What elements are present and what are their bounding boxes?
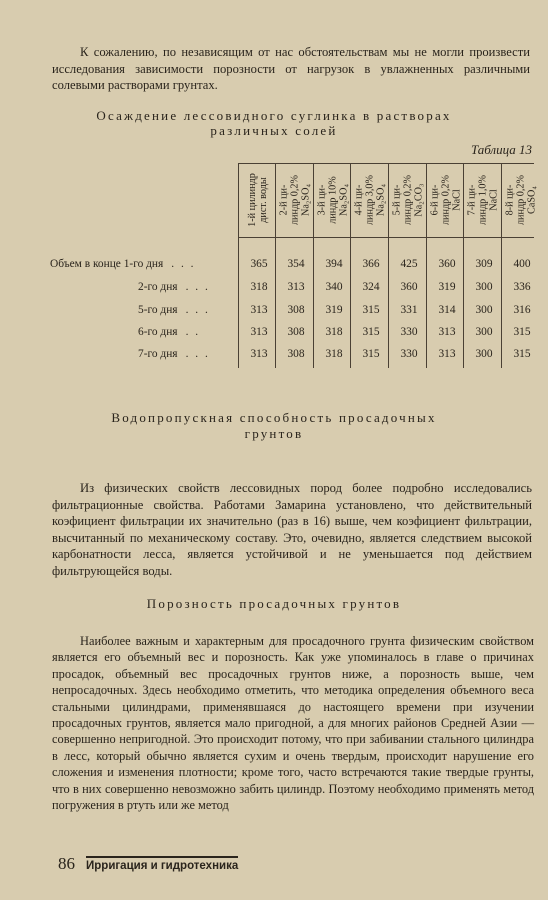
table-title-line2: различных солей (210, 123, 338, 138)
table-column-header-text: 3-й ци- линдр 10% Na₂SO₄ (316, 176, 350, 224)
table-cell: 313 (438, 348, 456, 360)
table-row-leader-dots: . . (185, 326, 201, 338)
table-row-label-text: 2-го дня (138, 281, 178, 293)
page-number: 86 (58, 854, 75, 873)
table-cell: 313 (287, 281, 305, 293)
table-column-header (277, 168, 313, 232)
table-cell: 309 (475, 258, 493, 270)
table-row-label-text: 6-го дня (138, 326, 178, 338)
table-cell: 300 (475, 326, 493, 338)
table-cell: 394 (325, 258, 343, 270)
table-cell: 360 (400, 281, 418, 293)
table-cell: 313 (250, 326, 268, 338)
table-header-rule (238, 237, 534, 238)
table-cell: 313 (250, 348, 268, 360)
porosity-paragraph: Наиболее важным и характерным для просадочного грунта физическим свойством является его объемный вес и порозность. Как уже упоминалось в главе о причинах просадок, объемный вес просадочных грунтов ниже, а порозность выше, чем непросадочных. Здесь необходимо отметить, что методика определения объемного веса стальными цилиндрами, применявшаяся до настоящего времени при изучении просадочных грунтов, является мало пригодной, а для многих районов Средней Азии — совершенно непригодной. Это происходит потому, что при забивании стального цилиндра в лесс, который обычно является сухим и очень твердым, происходит нарушение его сложения и изменения плотности; кроме того, часто встречаются такие твердые грунты, что в них совершенно невозможно забить цилиндр. Поэтому необходимо применять метод погружения в ртуть или же метод (52, 634, 534, 813)
table-row-label (50, 258, 196, 270)
table-column-divider (238, 163, 239, 368)
table-row-label (138, 281, 210, 293)
table-column-header (352, 168, 388, 232)
table-column-header-text: 2-й ци- линдр 0,2% Na₂SO₄ (278, 174, 312, 226)
table-top-rule (238, 163, 534, 164)
table-cell: 316 (513, 304, 531, 316)
table-cell: 330 (400, 326, 418, 338)
table-row-label (138, 348, 210, 360)
table-column-header-text: 7-й ци- линдр 1,0% NaCl (466, 174, 500, 226)
table-cell: 300 (475, 281, 493, 293)
footer-rule (86, 856, 238, 858)
table-row-label (138, 326, 200, 338)
table-cell: 315 (362, 304, 380, 316)
table-cell: 354 (287, 258, 305, 270)
table-column-header-text: 5-й ци- линдр 0,2% Na₂CO₃ (391, 174, 425, 226)
section-title-permeability-line2: грунтов (244, 426, 304, 441)
table-row-leader-dots: . . . (171, 258, 196, 270)
table-row-label-text: 5-го дня (138, 304, 178, 316)
intro-paragraph: К сожалению, по независящим от нас обстоятельствам мы не могли произвести исследования зависимости порозности от нагрузок в увлажненных различными солевыми растворами грунтах. (52, 45, 530, 93)
table-row-label-text: 7-го дня (138, 348, 178, 360)
table-cell: 330 (400, 348, 418, 360)
table-cell: 318 (325, 326, 343, 338)
table-column-header (315, 168, 351, 232)
table-column-header (503, 168, 539, 232)
table-row-leader-dots: . . . (185, 304, 210, 316)
table-column-header-text: 6-й ци- линдр 0,2% NaCl (429, 174, 463, 226)
table-column-header (465, 168, 501, 232)
table-cell: 313 (438, 326, 456, 338)
table-row-label (138, 304, 210, 316)
table-row-label-text: Объем в конце 1-го дня (50, 258, 164, 270)
table-cell: 314 (438, 304, 456, 316)
table-cell: 360 (438, 258, 456, 270)
permeability-paragraph: Из физических свойств лессовидных пород более подробно исследовались фильтрационные свойства. Работами Замарина установлено, что действительный коэфициент фильтрации их значительно (раз в 16) выше, чем коэфициент фильтрации, высчитанный по механическому составу. Это, очевидно, является следствием высокой карбонатности лесса, является устойчивой и не уменьшается под действием фильтрующейся воды. (52, 481, 532, 578)
table-cell: 336 (513, 281, 531, 293)
table-cell: 315 (362, 348, 380, 360)
section-title-permeability: Водопропускная способность просадочных (111, 410, 437, 425)
table-column-header-text: 1-й цилиндр дист. воды (247, 173, 269, 227)
table-cell: 300 (475, 348, 493, 360)
table-cell: 318 (325, 348, 343, 360)
table-cell: 340 (325, 281, 343, 293)
table-number: Таблица 13 (470, 142, 532, 157)
table-cell: 313 (250, 304, 268, 316)
table-column-header-text: 4-й ци- линдр 3,0% Na₂SO₄ (353, 174, 387, 226)
table-column-header (390, 168, 426, 232)
table-cell: 331 (400, 304, 418, 316)
table-column-header-text: 8-й ци- линдр 0,2% CaSO₄ (504, 174, 538, 226)
table-cell: 315 (513, 326, 531, 338)
section-title-porosity: Порозность просадочных грунтов (146, 596, 402, 611)
table-cell: 315 (362, 326, 380, 338)
table-cell: 300 (475, 304, 493, 316)
table-cell: 365 (250, 258, 268, 270)
table-cell: 366 (362, 258, 380, 270)
table-column-header (240, 168, 276, 232)
table-column-header (428, 168, 464, 232)
table-cell: 315 (513, 348, 531, 360)
table-cell: 425 (400, 258, 418, 270)
table-cell: 319 (438, 281, 456, 293)
table-row-leader-dots: . . . (185, 348, 210, 360)
table-cell: 400 (513, 258, 531, 270)
table-cell: 318 (250, 281, 268, 293)
table-title: Осаждение лессовидного суглинка в растворах (96, 108, 452, 123)
table-row-leader-dots: . . . (185, 281, 210, 293)
table-cell: 319 (325, 304, 343, 316)
table-cell: 324 (362, 281, 380, 293)
table-cell: 308 (287, 304, 305, 316)
table-cell: 308 (287, 348, 305, 360)
table-cell: 308 (287, 326, 305, 338)
journal-title: Ирригация и гидротехника (86, 860, 239, 872)
